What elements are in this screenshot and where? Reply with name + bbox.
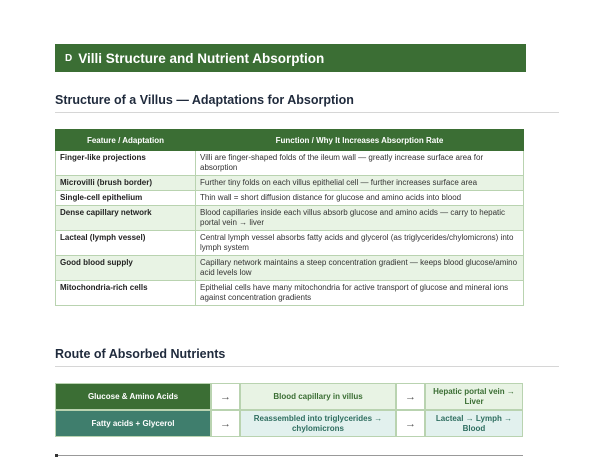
nutrient-route-flow [55,383,523,437]
route-row-glucose [55,383,523,410]
route-via-capillary: Blood capillary in villus [240,383,396,410]
feature-cell: Finger-like projections [56,151,196,176]
route-end-liver: Hepatic portal vein → Liver [425,383,523,410]
feature-cell: Mitochondria-rich cells [56,281,196,306]
column-header-function: Function / Why It Increases Absorption Rate [196,130,524,151]
table-row [56,151,524,176]
arrow-right-icon: → [396,383,425,410]
divider-marker [55,454,58,457]
function-cell: Blood capillaries inside each villus absorb glucose and amino acids — carry to hepatic portal vein → liver [196,206,524,231]
bottom-divider [55,455,523,459]
function-cell: Villi are finger-shaped folds of the ileum wall — greatly increase surface area for absorption [196,151,524,176]
table-row [56,231,524,256]
function-cell: Epithelial cells have many mitochondria for active transport of glucose and mineral ions against concentration gradients [196,281,524,306]
table-row [56,176,524,191]
arrow-right-icon: → [396,410,425,437]
adaptations-table [55,129,524,306]
function-cell: Capillary network maintains a steep concentration gradient — keeps blood glucose/amino acid levels low [196,256,524,281]
section-banner-title: Villi Structure and Nutrient Absorption [78,50,325,66]
table-header-row [56,130,524,151]
feature-cell: Lacteal (lymph vessel) [56,231,196,256]
table-row [56,191,524,206]
table-row [56,206,524,231]
table-row [56,281,524,306]
feature-cell: Dense capillary network [56,206,196,231]
route-start-glucose: Glucose & Amino Acids [55,383,211,410]
route-via-chylomicrons: Reassembled into triglycerides → chylomicrons [240,410,396,437]
feature-cell: Good blood supply [56,256,196,281]
villus-structure-heading: Structure of a Villus — Adaptations for Absorption [55,93,559,113]
feature-cell: Microvilli (brush border) [56,176,196,191]
arrow-right-icon: → [211,410,240,437]
table-row [56,256,524,281]
section-banner [55,44,526,72]
route-row-fats [55,410,523,437]
arrow-right-icon: → [211,383,240,410]
function-cell: Further tiny folds on each villus epithelial cell — further increases surface area [196,176,524,191]
feature-cell: Single-cell epithelium [56,191,196,206]
column-header-feature: Feature / Adaptation [56,130,196,151]
function-cell: Thin wall = short diffusion distance for glucose and amino acids into blood [196,191,524,206]
nutrient-route-heading: Route of Absorbed Nutrients [55,347,559,367]
section-letter: D [65,52,73,64]
route-end-lymph: Lacteal → Lymph → Blood [425,410,523,437]
route-start-fats: Fatty acids + Glycerol [55,410,211,437]
function-cell: Central lymph vessel absorbs fatty acids and glycerol (as triglycerides/chylomicrons) into lymph system [196,231,524,256]
